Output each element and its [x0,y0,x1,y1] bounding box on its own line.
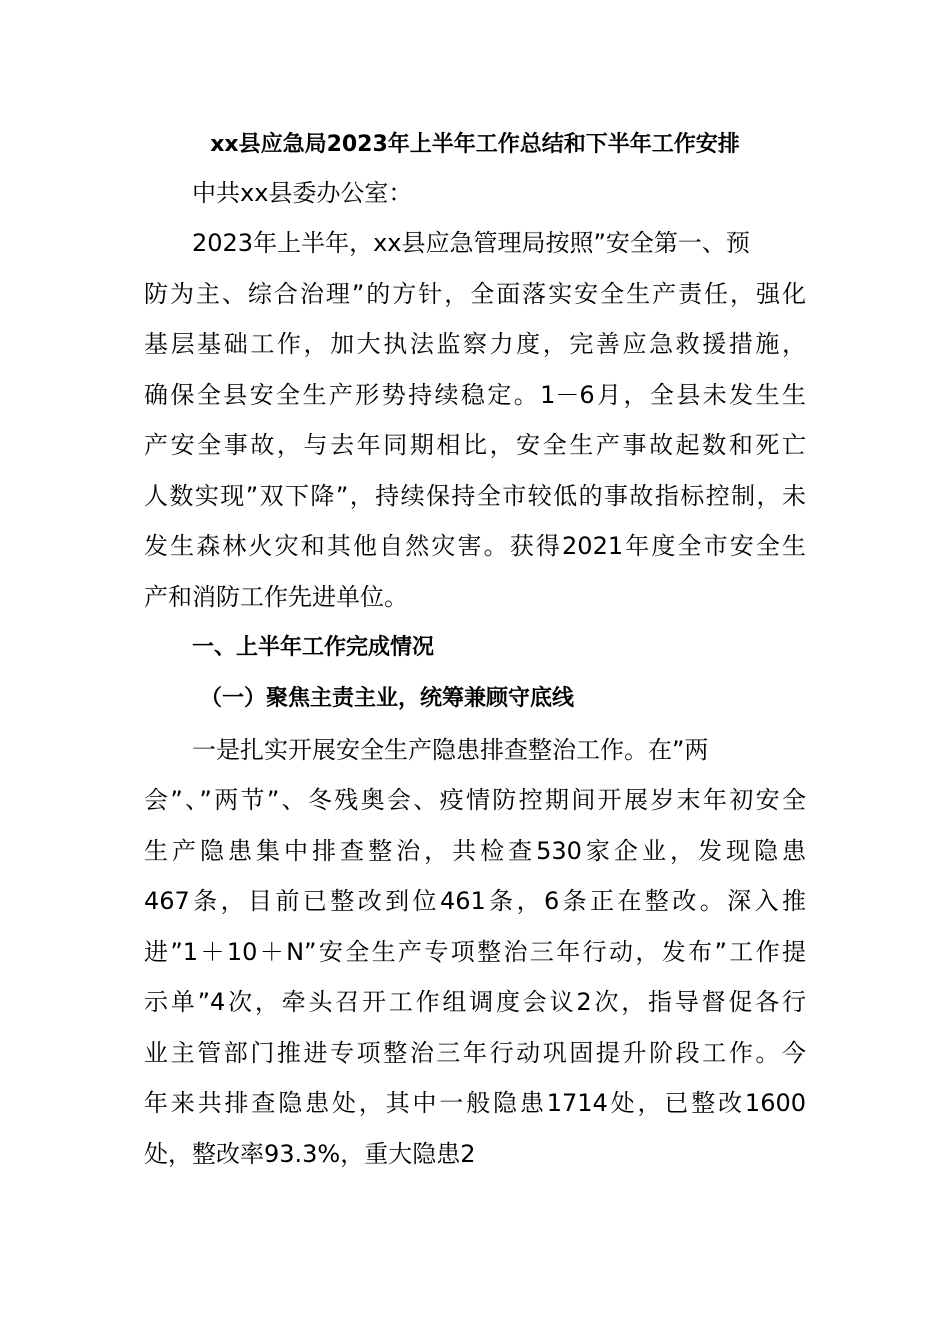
document-title: xx县应急局2023年上半年工作总结和下半年工作安排 [210,132,740,157]
body-paragraph-line: 业主管部门推进专项整治三年行动巩固提升阶段工作。今 [144,1039,806,1067]
intro-paragraph-line: 基层基础工作，加大执法监察力度，完善应急救援措施， [144,330,806,358]
intro-paragraph-line: 人数实现”双下降”，持续保持全市较低的事故指标控制，未 [144,482,806,510]
body-paragraph-line: 进”1＋10＋N”安全生产专项整治三年行动，发布”工作提 [144,938,806,966]
subsection-heading: （一）聚焦主责主业，统筹兼顾守底线 [200,686,575,711]
section-heading: 一、上半年工作完成情况 [192,635,435,660]
intro-paragraph-line: 产安全事故，与去年同期相比，安全生产事故起数和死亡 [144,431,806,459]
intro-paragraph-line: 产和消防工作先进单位。 [144,583,408,611]
intro-paragraph-line: 防为主、综合治理”的方针，全面落实安全生产责任，强化 [144,280,806,308]
intro-paragraph-line: 发生森林火灾和其他自然灾害。获得2021年度全市安全生 [144,532,806,560]
body-paragraph-line: 467条，目前已整改到位461条，6条正在整改。深入推 [144,887,806,915]
body-paragraph-line: 处，整改率93.3%，重大隐患2 [144,1140,476,1168]
body-paragraph-line: 一是扎实开展安全生产隐患排查整治工作。在”两 [192,736,709,764]
body-paragraph-line: 示单”4次，牵头召开工作组调度会议2次，指导督促各行 [144,988,806,1016]
body-paragraph-line: 生产隐患集中排查整治，共检查530家企业，发现隐患 [144,837,806,865]
intro-paragraph-line: 2023年上半年，xx县应急管理局按照”安全第一、预 [192,229,750,257]
body-paragraph-line: 会”、”两节”、冬残奥会、疫情防控期间开展岁末年初安全 [144,786,806,814]
body-paragraph-line: 年来共排查隐患处，其中一般隐患1714处，已整改1600 [144,1089,806,1117]
salutation: 中共xx县委办公室： [192,179,413,207]
intro-paragraph-line: 确保全县安全生产形势持续稳定。1－6月，全县未发生生 [144,381,806,409]
